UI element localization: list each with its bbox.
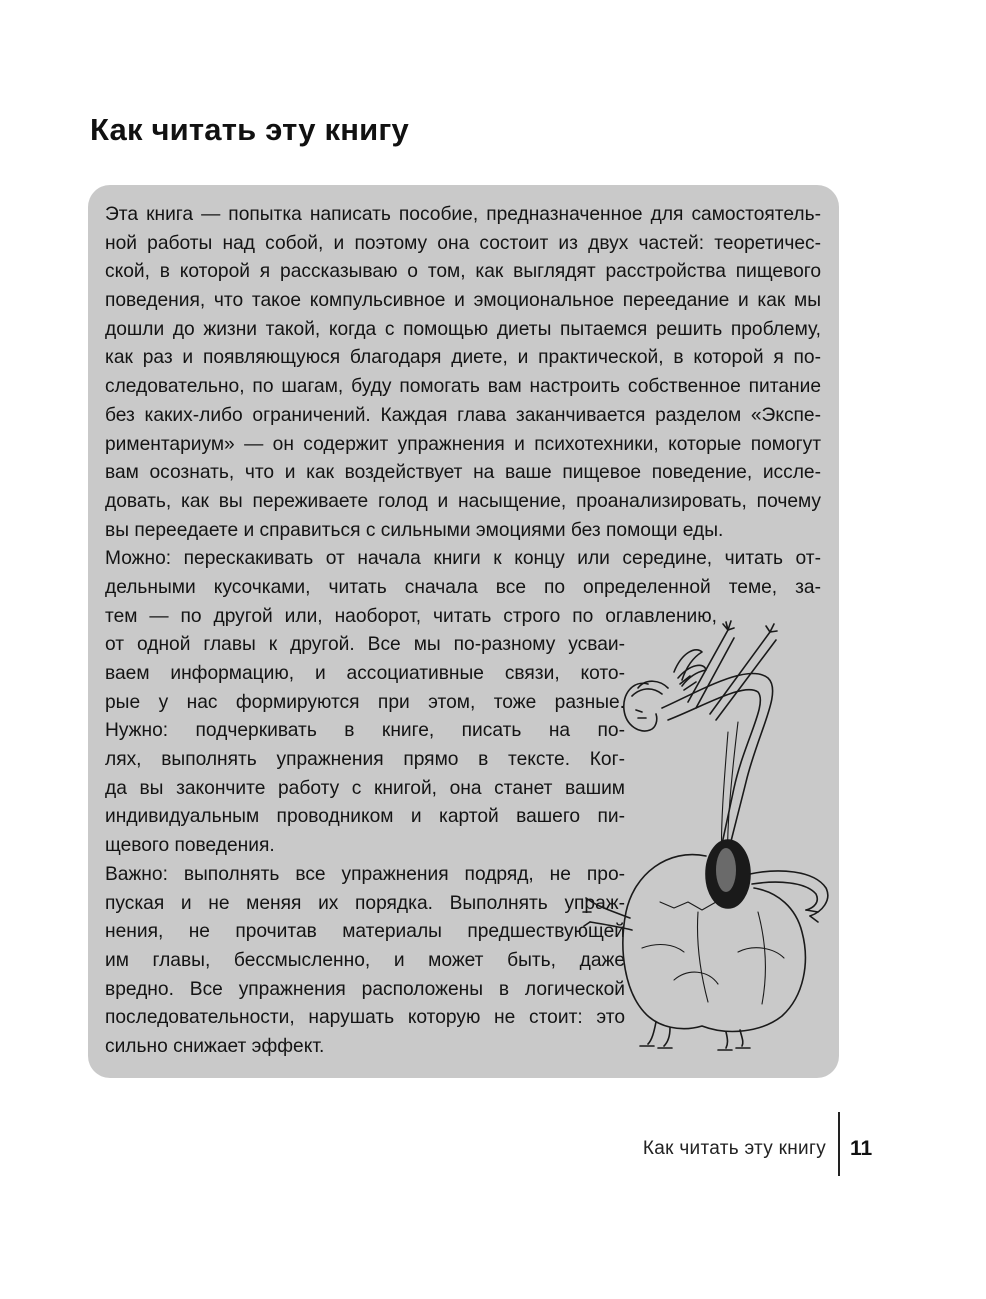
text-line: Можно: перескакивать от начала книги к концу или середине, читать от- bbox=[105, 548, 821, 570]
text-line: ной работы над собой, и поэтому она состоит из двух частей: теоретичес- bbox=[105, 232, 821, 254]
text-line: сильно снижает эффект. bbox=[105, 1035, 325, 1057]
text-line: вредно. Все упражнения расположены в логической bbox=[105, 978, 625, 1000]
text-line: лях, выполнять упражнения прямо в тексте. Ког- bbox=[105, 749, 625, 771]
text-line: риментариум» — он содержит упражнения и психотехники, которые помогут bbox=[105, 433, 821, 455]
text-line: им главы, бессмысленно, и может быть, даже bbox=[105, 949, 625, 971]
text-line: Важно: выполнять все упражнения подряд, не про- bbox=[105, 863, 625, 885]
text-line: пуская и не меняя их порядка. Выполнять упраж- bbox=[105, 892, 625, 914]
text-line: поведения, что такое компульсивное и эмоциональное переедание и как мы bbox=[105, 290, 821, 312]
text-line: как раз и появляющуюся благодаря диете, и практической, в которой я по- bbox=[105, 347, 821, 369]
page-title: Как читать эту книгу bbox=[90, 112, 409, 147]
text-line: от одной главы к другой. Все мы по-разному усваи- bbox=[105, 634, 625, 656]
figure-drawing-icon bbox=[578, 612, 836, 1052]
text-line: щевого поведения. bbox=[105, 835, 275, 857]
text-line: ской, в которой я рассказываю о том, как выглядят расстройства пищевого bbox=[105, 261, 821, 283]
text-line: вам осознать, что и как воздействует на ваше пищевое поведение, иссле- bbox=[105, 462, 821, 484]
running-title: Как читать эту книгу bbox=[642, 1138, 826, 1159]
page-number: 11 bbox=[850, 1137, 873, 1160]
text-line: без каких-либо ограничений. Каждая глава заканчивается разделом «Экспе- bbox=[105, 404, 821, 426]
text-line: Нужно: подчеркивать в книге, писать на по- bbox=[105, 720, 625, 742]
text-line: рые у нас формируются при этом, тоже разные. bbox=[105, 691, 625, 713]
text-line: вы переедаете и справиться с сильными эмоциями без помощи еды. bbox=[105, 519, 724, 541]
text-line: Эта книга — попытка написать пособие, предназначенное для самостоятель- bbox=[105, 204, 821, 225]
text-line: последовательности, нарушать которую не стоит: это bbox=[105, 1007, 625, 1029]
text-line: нения, не прочитав материалы предшествующей bbox=[105, 921, 625, 943]
text-line: дельными кусочками, читать сначала все по определенной теме, за- bbox=[105, 576, 821, 598]
text-line: индивидуальным проводником и картой вашего пи- bbox=[105, 806, 625, 828]
text-line: ваем информацию, и ассоциативные связи, кото- bbox=[105, 663, 625, 684]
text-line: довать, как вы переживаете голод и насыщение, проанализировать, почему bbox=[105, 490, 821, 512]
text-line: да вы закончите работу с книгой, она станет вашим bbox=[105, 777, 625, 799]
text-line: следовательно, по шагам, буду помогать вам настроить собственное питание bbox=[105, 376, 821, 398]
text-line: дошли до жизни такой, когда с помощью диеты пытаемся решить проблему, bbox=[105, 318, 821, 340]
footer-divider bbox=[838, 1112, 840, 1176]
text-line: тем — по другой или, наоборот, читать строго по оглавлению, bbox=[105, 605, 717, 627]
